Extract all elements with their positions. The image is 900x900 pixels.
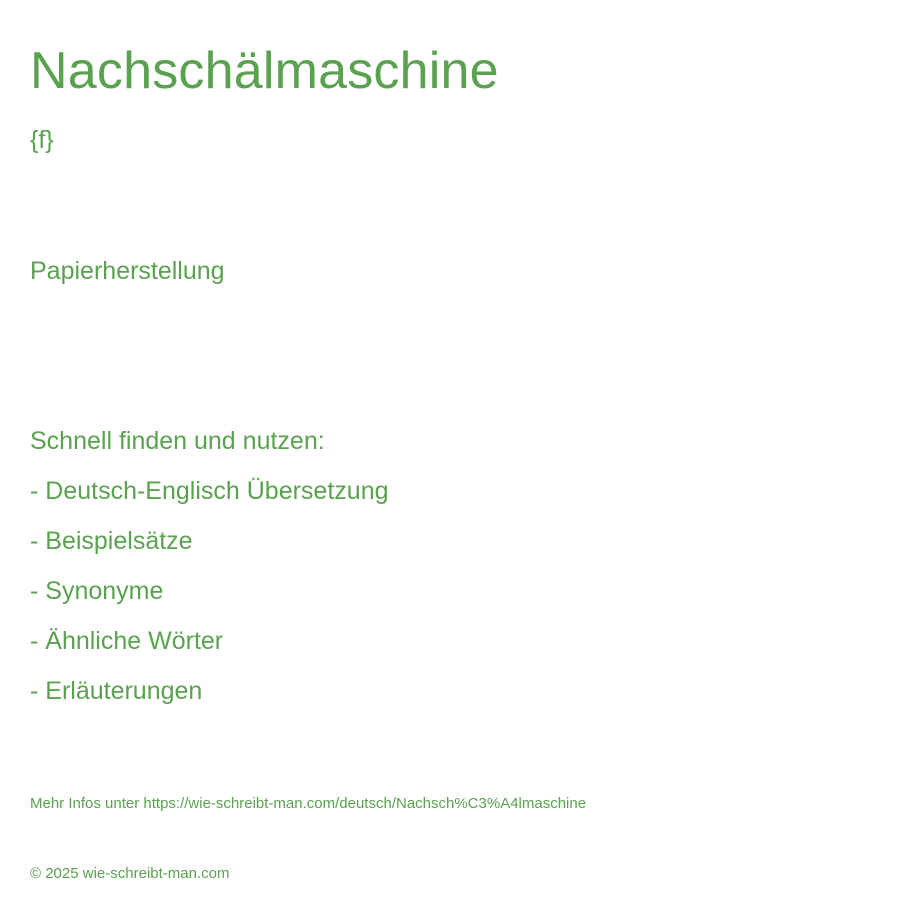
more-info-link[interactable]: https://wie-schreibt-man.com/deutsch/Nachsch%C3%A4lmaschine — [143, 795, 587, 812]
more-info-line — [30, 794, 586, 814]
feature-item-translation: - Deutsch-Englisch Übersetzung — [30, 477, 389, 505]
more-info-prefix: Mehr Infos unter — [30, 795, 144, 812]
copyright-text: © 2025 wie-schreibt-man.com — [30, 865, 230, 882]
feature-item-synonyms: - Synonyme — [30, 577, 164, 605]
feature-item-explanations: - Erläuterungen — [30, 677, 203, 705]
feature-item-example-sentences: - Beispielsätze — [30, 527, 193, 555]
features-list — [30, 425, 389, 725]
features-heading: Schnell finden und nutzen: — [30, 427, 325, 455]
category-label: Papierherstellung — [30, 257, 225, 285]
feature-item-similar-words: - Ähnliche Wörter — [30, 627, 224, 655]
gender-label: {f} — [30, 126, 54, 154]
page-title: Nachschälmaschine — [30, 42, 499, 100]
